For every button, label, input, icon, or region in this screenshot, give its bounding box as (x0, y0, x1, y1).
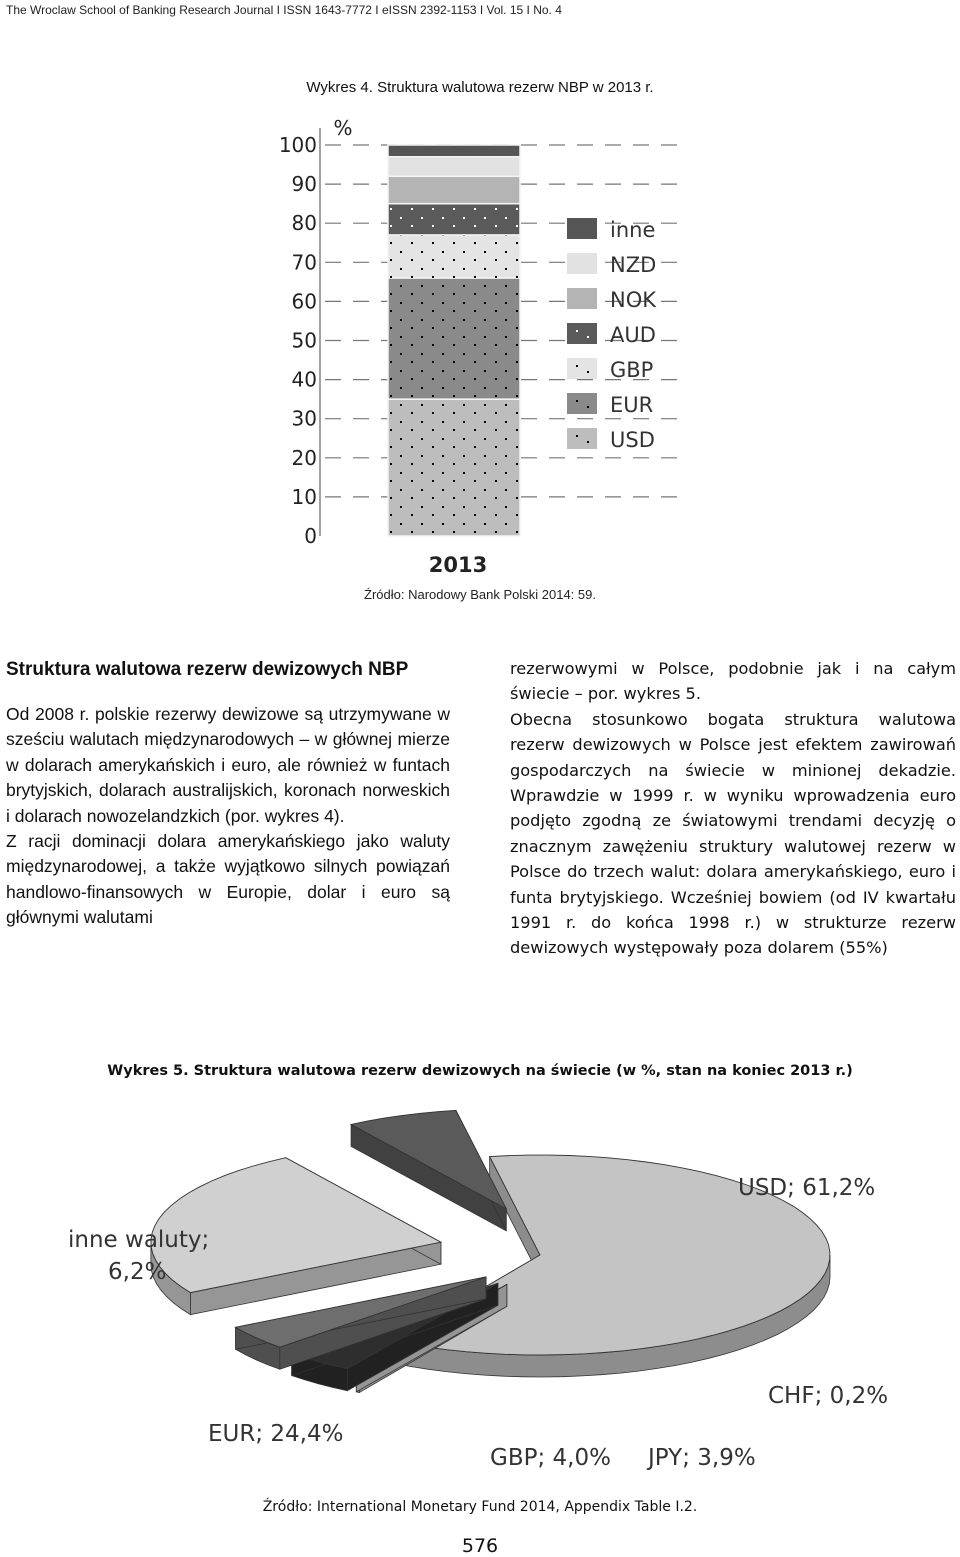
pie-label-chf: CHF; 0,2% (768, 1383, 889, 1409)
y-tick-label: 80 (291, 211, 317, 236)
legend-item-eur (567, 393, 653, 417)
bar-segment-nok (388, 176, 520, 203)
legend-item-gbp (567, 358, 653, 382)
legend-item-usd (567, 428, 655, 452)
bar-segment-pattern (388, 278, 520, 399)
bar-segment-fill (388, 176, 520, 203)
left-paragraph-1: Od 2008 r. polskie rezerwy dewizowe są utrzymywane w sześciu walutach międzynarodowych – w głównej mierze w dolarach amerykańskich i euro, ale również w funtach brytyjskich, dolarach australijskich, koronach norweskich i dolarach nowozelandzkich (por. wykres 4). (6, 704, 450, 826)
y-tick-label: 0 (304, 524, 317, 548)
legend-label: NOK (610, 288, 657, 312)
bar-segment-inne (388, 145, 520, 157)
legend-label: inne (610, 218, 656, 242)
legend-label: NZD (610, 253, 657, 277)
legend-label: USD (610, 428, 655, 452)
y-tick-label: 10 (291, 484, 317, 509)
pie-label-jpy: JPY; 3,9% (648, 1445, 756, 1471)
bar-segment-nzd (388, 157, 520, 177)
journal-header: The Wroclaw School of Banking Research Journal I ISSN 1643-7772 I eISSN 2392-1153 I Vol. 15 I No. 4 (6, 3, 562, 17)
pie-label-inne-waluty: 6,2% (108, 1259, 167, 1285)
bar-segment-fill (388, 145, 520, 157)
pie-label-gbp: GBP; 4,0% (490, 1445, 611, 1471)
y-tick-label: 70 (291, 250, 317, 275)
bar-segment-pattern (388, 204, 520, 235)
bar-segment-gbp (388, 235, 520, 278)
pie-label-eur: EUR; 24,4% (208, 1421, 344, 1447)
figure-5-source: Źródło: International Monetary Fund 2014, Appendix Table I.2. (262, 1499, 698, 1515)
legend-label: GBP (610, 358, 654, 382)
right-paragraph-2: Obecna stosunkowo bogata struktura walutowa rezerw dewizowych w Polsce jest efektem zawirowań gospodarczych na świecie w minionej dekadzie. Wprawdzie w 1999 r. w wyniku wprowadzenia euro podjęto zgodną ze światowymi trendami decyzję o znacznym zawężeniu struktury walutowej rezerw w Polsce do trzech walut: dolara amerykańskiego, euro i funta brytyjskiego. Wcześniej bowiem (od IV kwartału 1991 r. do końca 1998 r.) w strukturze rezerw dewizowych występowały poza dolarem (55%) (510, 709, 956, 958)
stacked-bar-chart (270, 110, 690, 580)
legend-swatch (567, 323, 597, 344)
y-tick-label: 20 (291, 445, 317, 470)
pie-label-usd: USD; 61,2% (738, 1175, 876, 1201)
y-tick-label: 100 (278, 133, 317, 157)
figure-5-title: Wykres 5. Struktura walutowa rezerw dewizowych na świecie (w %, stan na koniec 2013 r.) (107, 1063, 853, 1079)
y-tick-labels (279, 133, 317, 548)
bar-segment-usd (388, 399, 520, 536)
legend-swatch (567, 358, 597, 379)
bar-segment-eur (388, 278, 520, 399)
legend-swatch (567, 288, 597, 309)
figure-4-title: Wykres 4. Struktura walutowa rezerw NBP w 2013 r. (306, 79, 654, 96)
y-tick-label: 90 (291, 172, 317, 197)
bar-segment-pattern (388, 399, 520, 536)
legend-swatch (567, 218, 597, 239)
bar-segment-fill (388, 157, 520, 177)
left-column (6, 702, 450, 931)
y-tick-label: 50 (291, 328, 317, 353)
y-tick-label: 60 (291, 289, 317, 314)
pie-chart (0, 1095, 960, 1495)
legend-item-nok (567, 288, 657, 312)
x-category-label: 2013 (428, 553, 488, 577)
bar-segment-aud (388, 204, 520, 235)
right-paragraph-1: rezerwowymi w Polsce, podobnie jak i na całym świecie – por. wykres 5. (510, 659, 956, 704)
y-tick-label: 40 (291, 367, 317, 392)
pie-slice-top (351, 1110, 506, 1208)
right-column (510, 656, 956, 961)
legend-swatch (567, 253, 597, 274)
bar-segment-pattern (388, 235, 520, 278)
legend-item-inne (567, 218, 655, 242)
pie-label-inne-waluty: inne waluty; (68, 1227, 210, 1253)
y-axis-unit-label: % (333, 116, 353, 140)
legend-label: AUD (610, 323, 656, 347)
legend-label: EUR (610, 393, 654, 417)
legend-swatch (567, 428, 597, 449)
page-number: 576 (461, 1535, 499, 1557)
pie-slices (151, 1110, 830, 1392)
legend-item-aud (567, 323, 656, 347)
figure-4-source: Źródło: Narodowy Bank Polski 2014: 59. (364, 587, 596, 602)
y-tick-label: 30 (291, 406, 317, 431)
bar-legend (567, 218, 657, 452)
left-paragraph-2: Z racji dominacji dolara amerykańskiego jako waluty międzynarodowej, a także wyjątkowo silnych powiązań handlowo-finansowych w Europie, dolar i euro są głównymi walutami (6, 831, 450, 928)
section-heading: Struktura walutowa rezerw dewizowych NBP (6, 659, 409, 680)
legend-swatch (567, 393, 597, 414)
legend-item-nzd (567, 253, 656, 277)
